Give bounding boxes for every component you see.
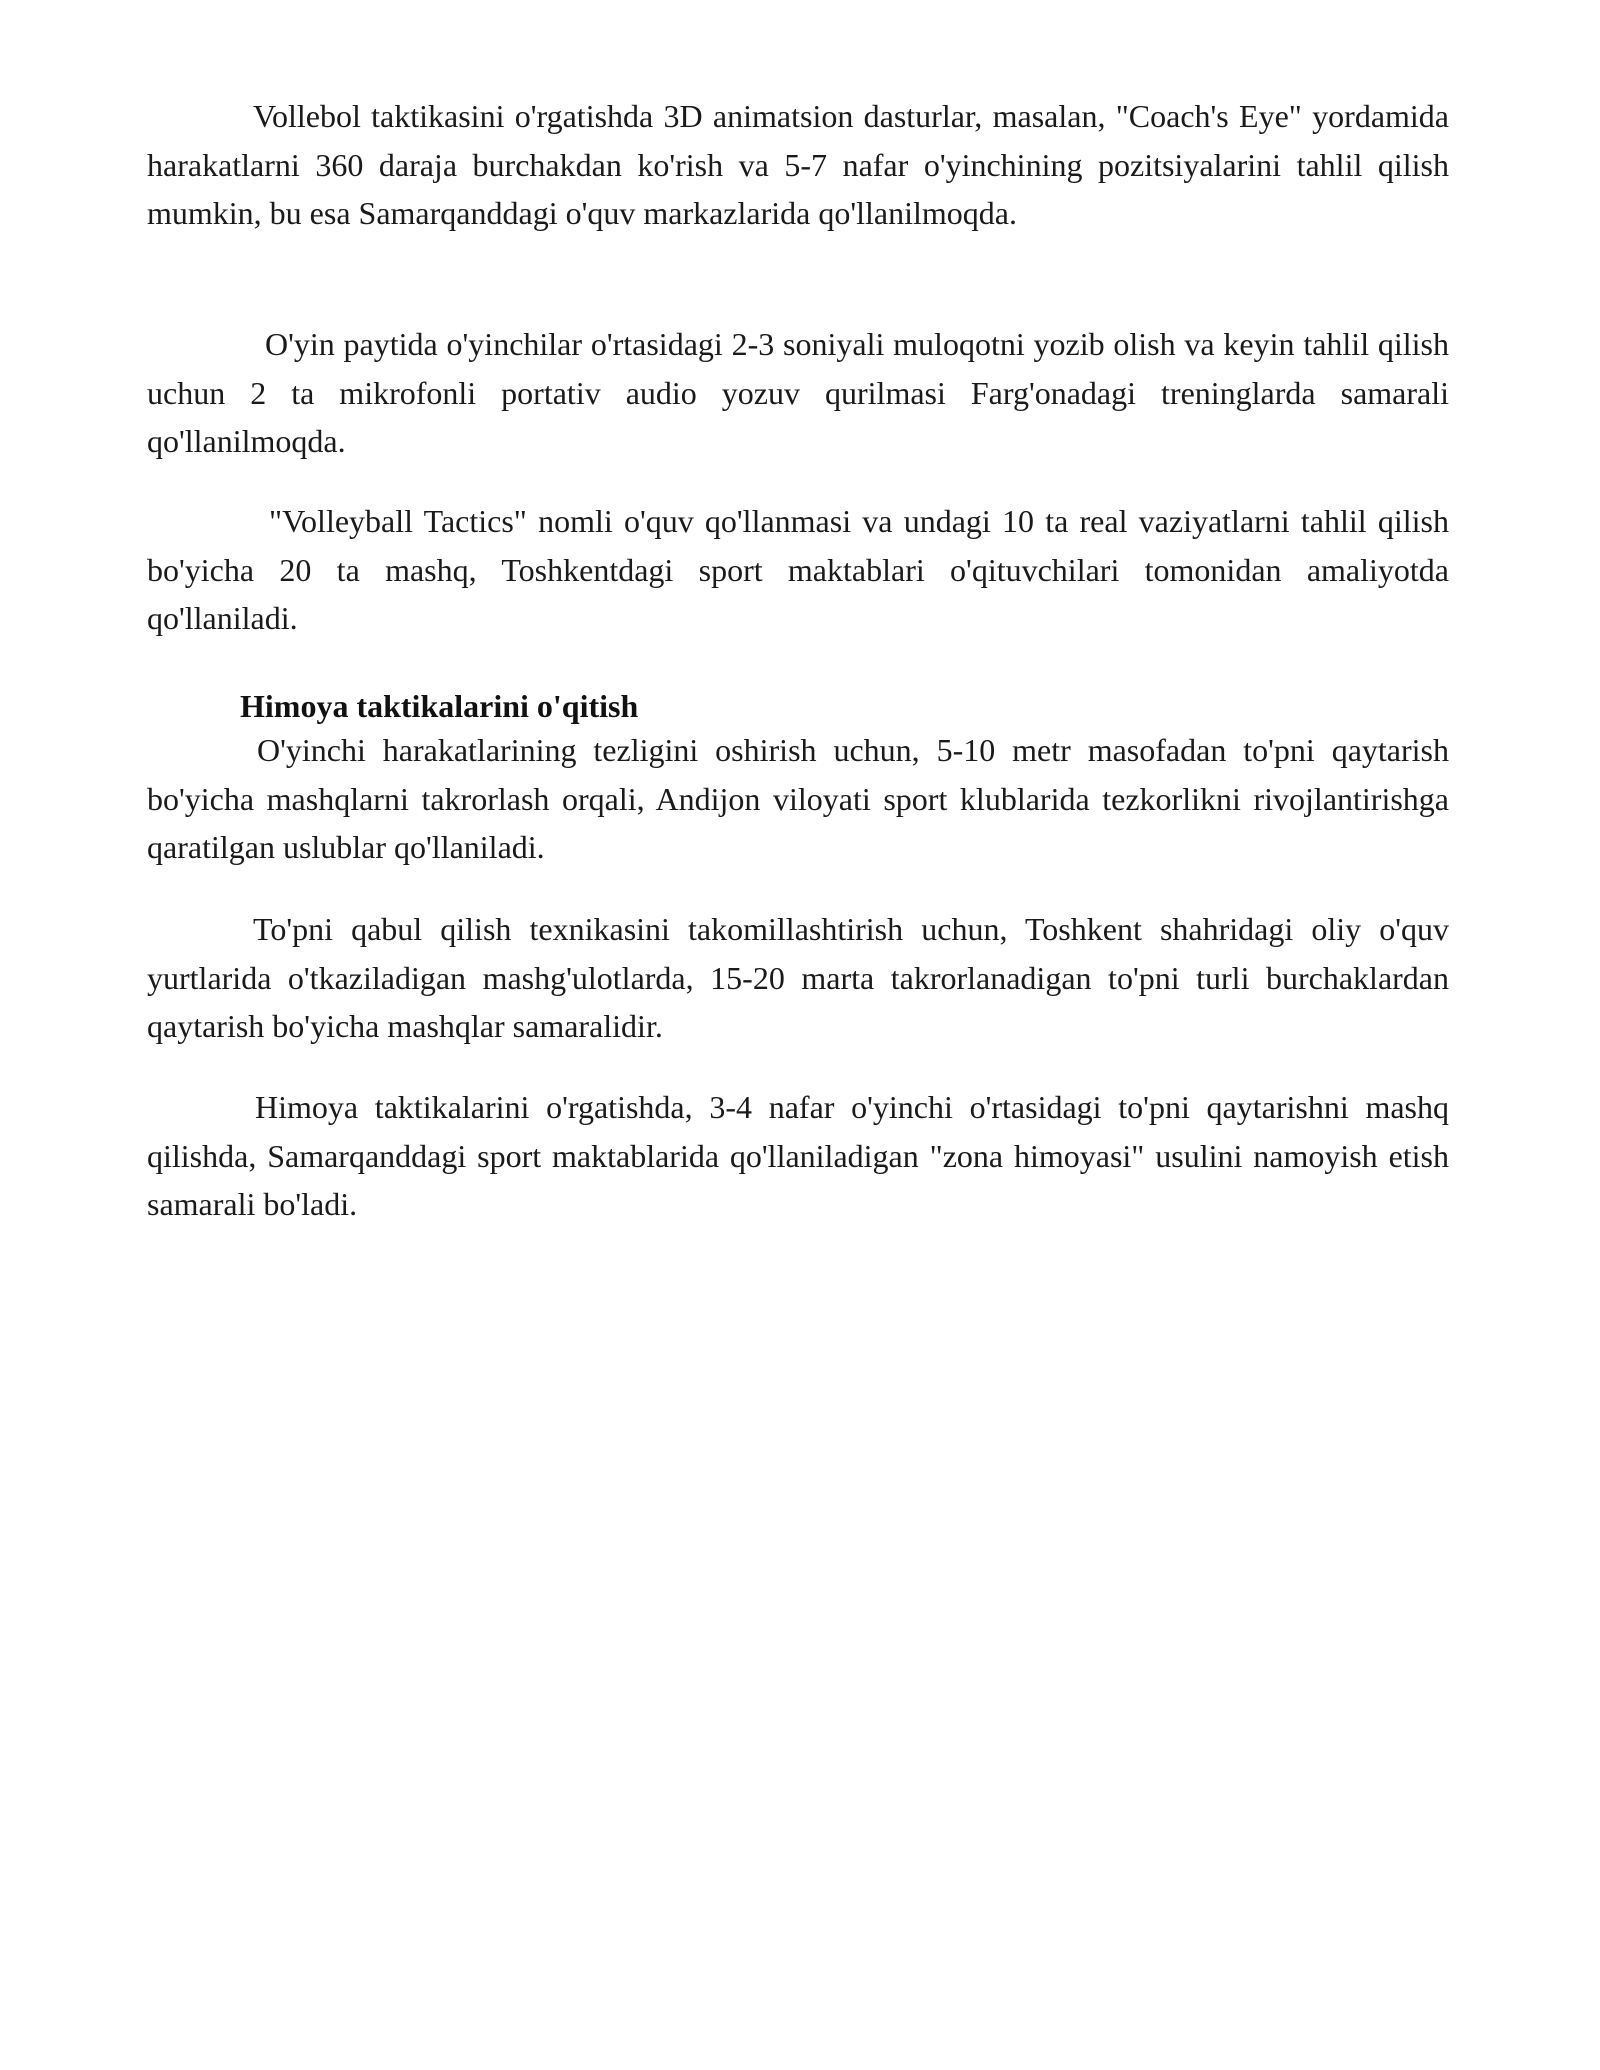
paragraph-player-speed: O'yinchi harakatlarining tezligini oshirish uchun, 5-10 metr masofadan to'pni qaytarish bo'yicha mashqlarni takrorlash orqali, Andijon viloyati sport klublarida tezkorlikni rivojlantirishga qaratilgan uslublar qo'llaniladi. [147,732,1449,865]
paragraph-3d-animation: Vollebol taktikasini o'rgatishda 3D animatsion dasturlar, masalan, "Coach's Eye" yordamida harakatlarni 360 daraja burchakdan ko'rish va 5-7 nafar o'yinchining pozitsiyalarini tahlil qilish mumkin, bu esa Samarqanddagi o'quv markazlarida qo'llanilmoqda. [147,98,1449,231]
paragraph-audio-recording: O'yin paytida o'yinchilar o'rtasidagi 2-3 soniyali muloqotni yozib olish va keyin tahlil qilish uchun 2 ta mikrofonli portativ audio yozuv qurilmasi Farg'onadagi treninglarda samarali qo'llanilmoqda. [147,326,1449,459]
paragraph-zone-defense: Himoya taktikalarini o'rgatishda, 3-4 nafar o'yinchi o'rtasidagi to'pni qaytarishni mashq qilishda, Samarqanddagi sport maktablarida qo'llaniladigan "zona himoyasi" usulini namoyish etish samarali bo'ladi. [147,1089,1449,1222]
paragraph-ball-reception: To'pni qabul qilish texnikasini takomillashtirish uchun, Toshkent shahridagi oliy o'quv yurtlarida o'tkaziladigan mashg'ulotlarda, 15-20 marta takrorlanadigan to'pni turli burchaklardan qaytarish bo'yicha mashqlar samaralidir. [147,911,1449,1044]
section-heading: Himoya taktikalarini o'qitish [240,688,639,724]
paragraph-volleyball-tactics-manual: "Volleyball Tactics" nomli o'quv qo'llanmasi va undagi 10 ta real vaziyatlarni tahlil qilish bo'yicha 20 ta mashq, Toshkentdagi sport maktablari o'qituvchilari tomonidan amaliyotda qo'llaniladi. [147,503,1449,636]
